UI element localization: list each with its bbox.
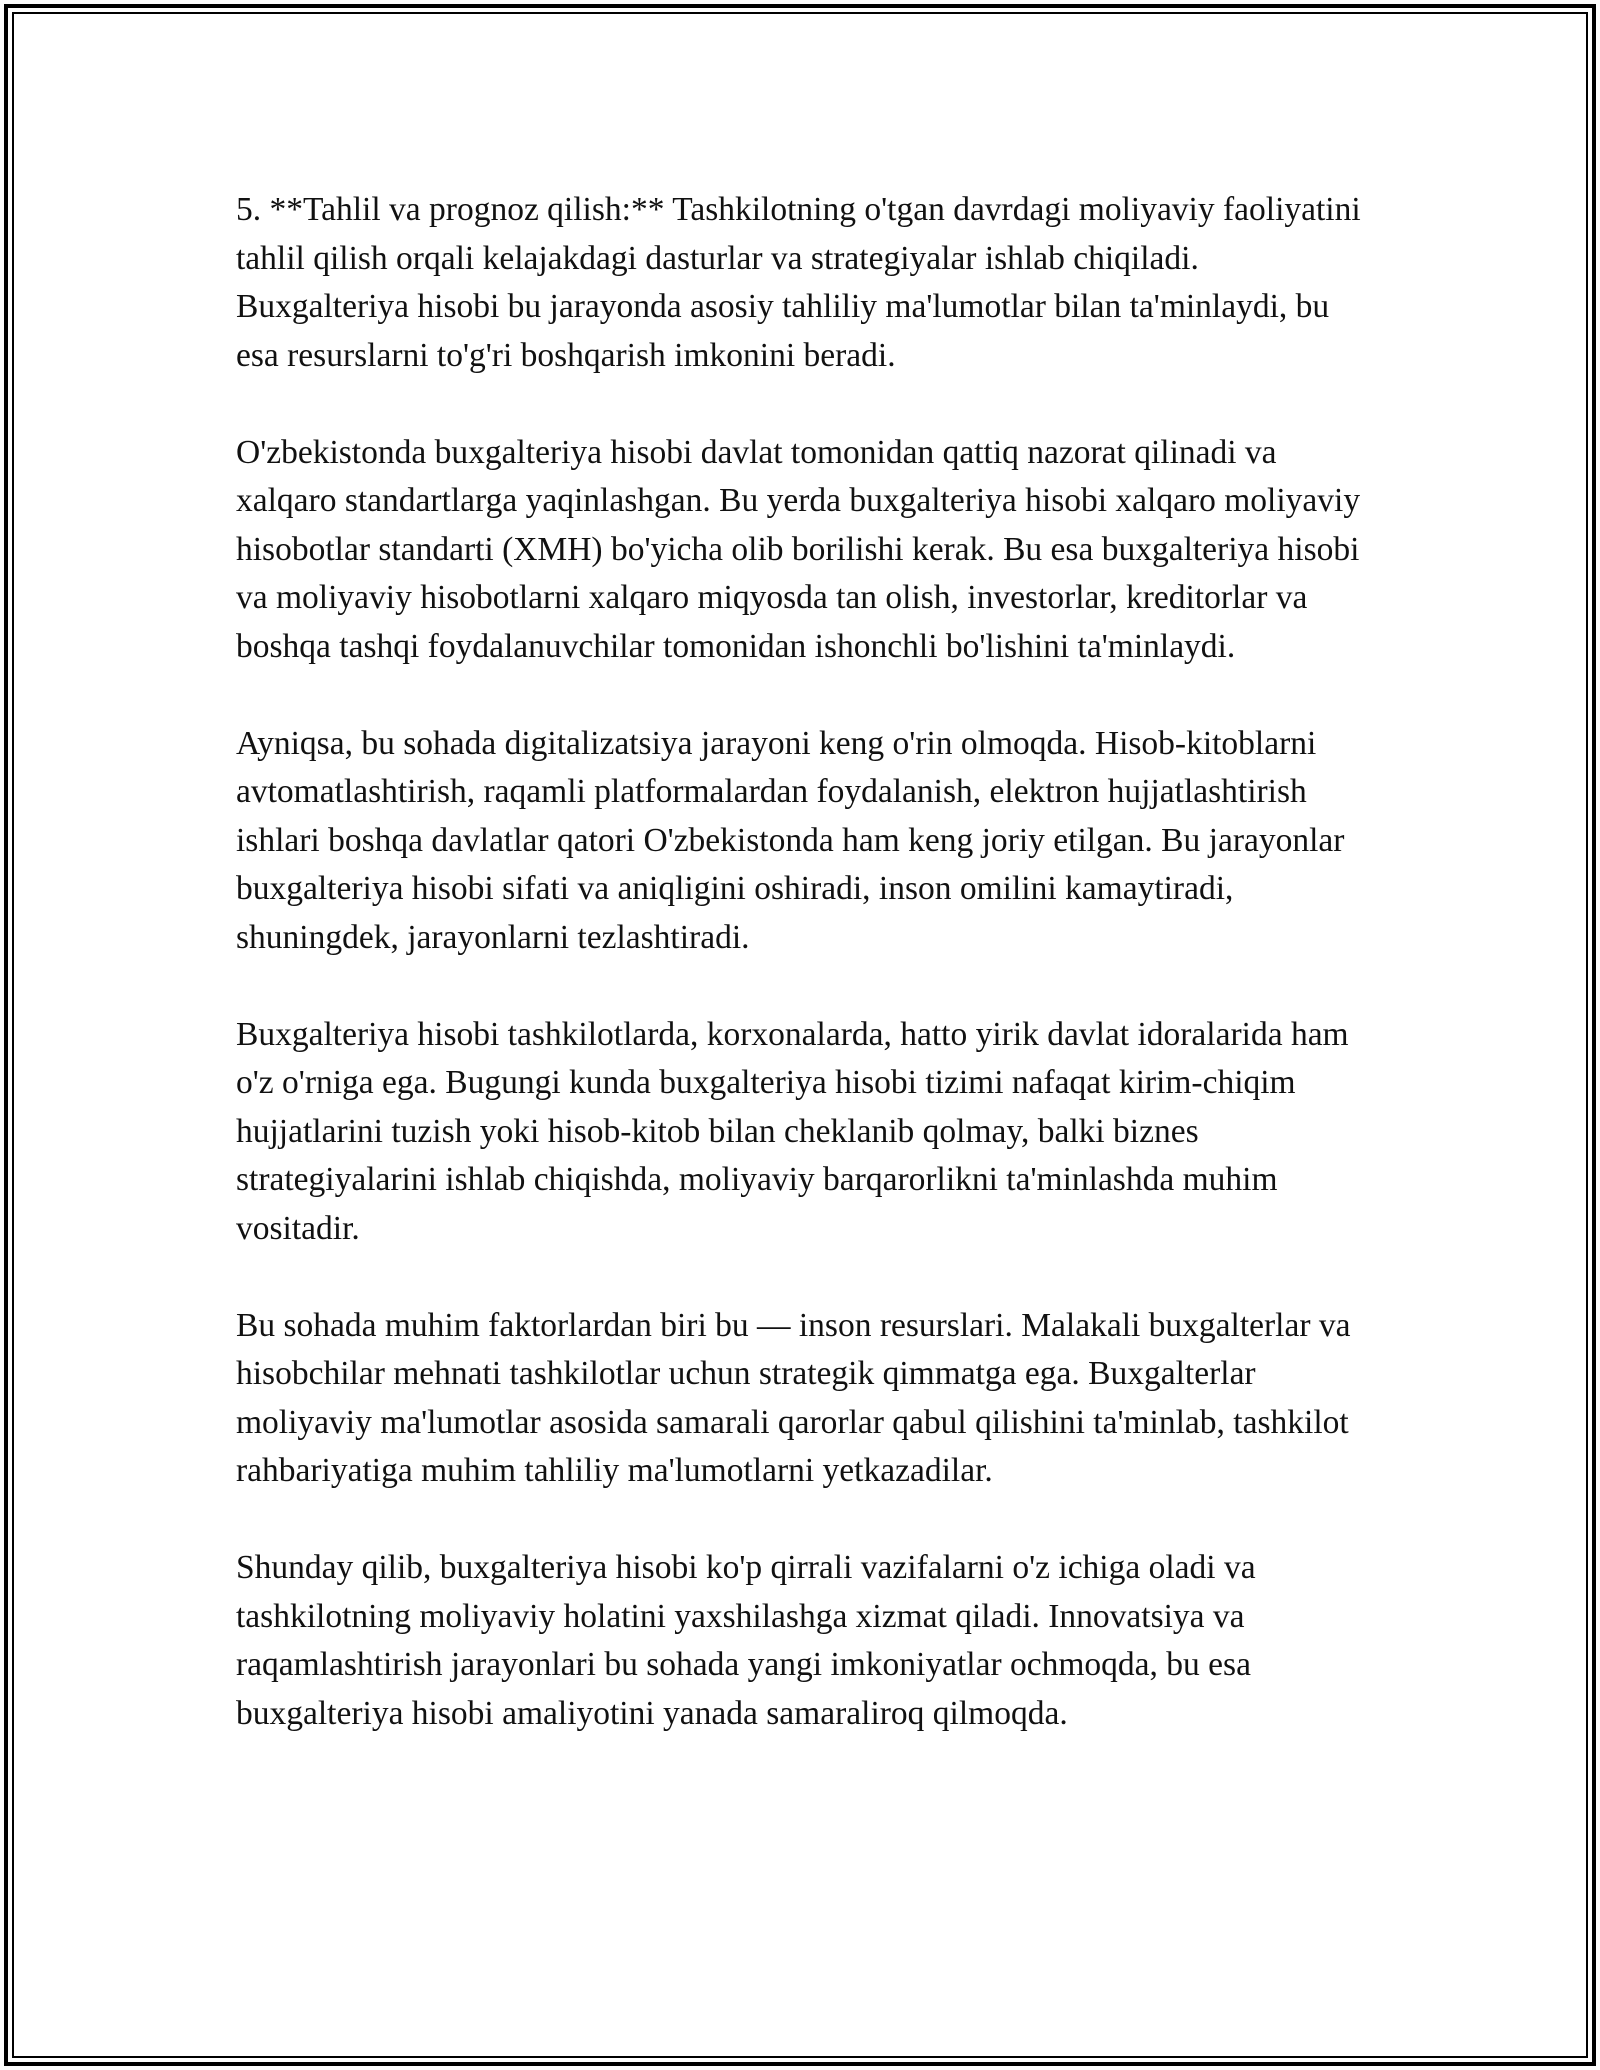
paragraph-organizations: Buxgalteriya hisobi tashkilotlarda, korxonalarda, hatto yirik davlat idoralarida ham o'z o'rniga ega. Bugungi kunda buxgalteriya hisobi tizimi nafaqat kirim-chiqim hujjatlarini tuzish yoki hisob-kitob bilan cheklanib qolmay, balki biznes strategiyalarini ishlab chiqishda, moliyaviy barqarorlikni ta'minlashda muhim vositadir.	[236, 1015, 1349, 1247]
paragraph-conclusion: Shunday qilib, buxgalteriya hisobi ko'p qirrali vazifalarni o'z ichiga oladi va tashkilotning moliyaviy holatini yaxshilashga xizmat qiladi. Innovatsiya va raqamlashtirish jarayonlari bu sohada yangi imkoniyatlar ochmoqda, bu esa buxgalteriya hisobi amaliyotini yanada samaraliroq qilmoqda.	[236, 1549, 1256, 1732]
document-body	[236, 186, 1366, 1787]
paragraph-human-resources: Bu sohada muhim faktorlardan biri bu — inson resurslari. Malakali buxgalterlar va hisobchilar mehnati tashkilotlar uchun strategik qimmatga ega. Buxgalterlar moliyaviy ma'lumotlar asosida samarali qarorlar qabul qilishini ta'minlab, tashkilot rahbariyatiga muhim tahliliy ma'lumotlarni yetkazadilar.	[236, 1306, 1351, 1489]
paragraph-analysis-forecast: 5. **Tahlil va prognoz qilish:** Tashkilotning o'tgan davrdagi moliyaviy faoliyatini tahlil qilish orqali kelajakdagi dasturlar va strategiyalar ishlab chiqiladi. Buxgalteriya hisobi bu jarayonda asosiy tahliliy ma'lumotlar bilan ta'minlaydi, bu esa resurslarni to'g'ri boshqarish imkonini beradi.	[236, 191, 1361, 374]
paragraph-digitalization: Ayniqsa, bu sohada digitalizatsiya jarayoni keng o'rin olmoqda. Hisob-kitoblarni avtomatlashtirish, raqamli platformalardan foydalanish, elektron hujjatlashtirish ishlari boshqa davlatlar qatori O'zbekistonda ham keng joriy etilgan. Bu jarayonlar buxgalteriya hisobi sifati va aniqligini oshiradi, inson omilini kamaytiradi, shuningdek, jarayonlarni tezlashtiradi.	[236, 724, 1345, 956]
paragraph-uzbekistan-standards: O'zbekistonda buxgalteriya hisobi davlat tomonidan qattiq nazorat qilinadi va xalqaro standartlarga yaqinlashgan. Bu yerda buxgalteriya hisobi xalqaro moliyaviy hisobotlar standarti (XMH) bo'yicha olib borilishi kerak. Bu esa buxgalteriya hisobi va moliyaviy hisobotlarni xalqaro miqyosda tan olish, investorlar, kreditorlar va boshqa tashqi foydalanuvchilar tomonidan ishonchli bo'lishini ta'minlaydi.	[236, 433, 1361, 665]
